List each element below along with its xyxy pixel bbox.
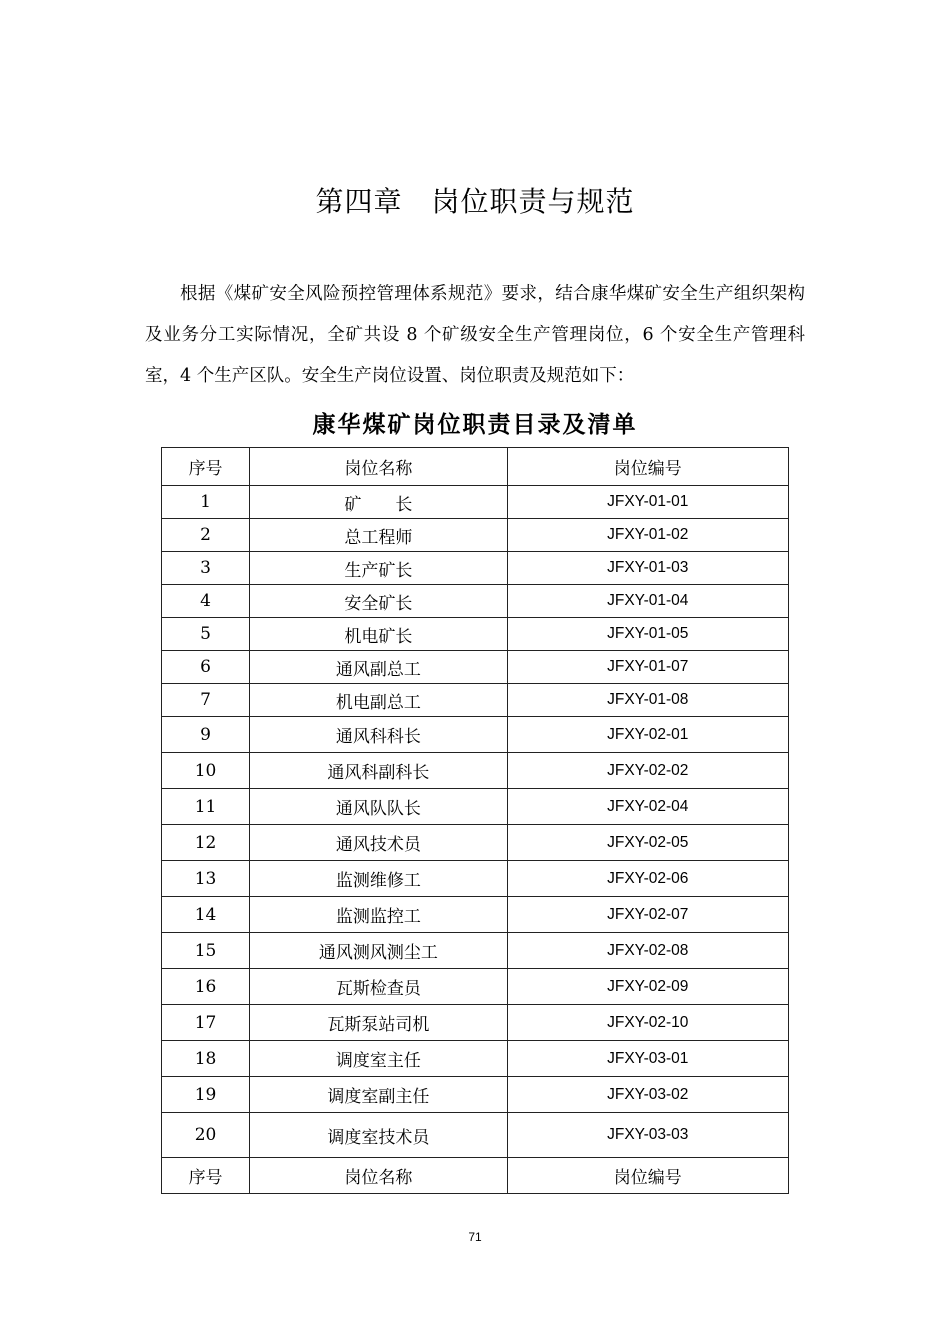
header-serial-number: 序号 bbox=[162, 448, 250, 486]
cell-post-code: JFXY-01-01 bbox=[507, 486, 788, 519]
cell-serial-number: 14 bbox=[162, 897, 250, 933]
table-header-row bbox=[162, 448, 789, 486]
cell-post-code: JFXY-01-03 bbox=[507, 552, 788, 585]
cell-post-name: 通风副总工 bbox=[250, 651, 507, 684]
cell-post-code: JFXY-02-01 bbox=[507, 717, 788, 753]
cell-post-code: JFXY-02-04 bbox=[507, 789, 788, 825]
cell-serial-number: 3 bbox=[162, 552, 250, 585]
cell-post-code: JFXY-02-02 bbox=[507, 753, 788, 789]
cell-post-name: 生产矿长 bbox=[250, 552, 507, 585]
cell-post-code: JFXY-01-05 bbox=[507, 618, 788, 651]
cell-post-name: 总工程师 bbox=[250, 519, 507, 552]
intro-paragraph: 根据《煤矿安全风险预控管理体系规范》要求，结合康华煤矿安全生产组织架构及业务分工实际情况，全矿共设 8 个矿级安全生产管理岗位，6 个安全生产管理科室，4 个生产区队。安全生产岗位设置、岗位职责及规范如下： bbox=[145, 283, 805, 386]
cell-post-name: 调度室副主任 bbox=[250, 1077, 507, 1113]
cell-post-code: JFXY-01-04 bbox=[507, 585, 788, 618]
cell-post-name: 机电副总工 bbox=[250, 684, 507, 717]
cell-post-code: JFXY-03-02 bbox=[507, 1077, 788, 1113]
cell-post-code: JFXY-02-05 bbox=[507, 825, 788, 861]
table-row bbox=[162, 1041, 789, 1077]
cell-post-code: JFXY-02-10 bbox=[507, 1005, 788, 1041]
footer-post-code: 岗位编号 bbox=[507, 1158, 788, 1194]
post-responsibility-table bbox=[161, 447, 789, 1194]
cell-serial-number: 19 bbox=[162, 1077, 250, 1113]
cell-post-name: 矿 长 bbox=[250, 486, 507, 519]
cell-post-name: 监测监控工 bbox=[250, 897, 507, 933]
cell-post-code: JFXY-01-08 bbox=[507, 684, 788, 717]
cell-post-code: JFXY-03-01 bbox=[507, 1041, 788, 1077]
cell-serial-number: 4 bbox=[162, 585, 250, 618]
table-row bbox=[162, 861, 789, 897]
chapter-title: 第四章 岗位职责与规范 bbox=[315, 185, 635, 218]
cell-post-code: JFXY-02-09 bbox=[507, 969, 788, 1005]
table-row bbox=[162, 897, 789, 933]
table-title: 康华煤矿岗位职责目录及清单 bbox=[312, 411, 638, 438]
cell-post-code: JFXY-02-06 bbox=[507, 861, 788, 897]
cell-post-name: 通风科副科长 bbox=[250, 753, 507, 789]
cell-post-name: 机电矿长 bbox=[250, 618, 507, 651]
cell-post-name: 通风队队长 bbox=[250, 789, 507, 825]
cell-post-name: 调度室技术员 bbox=[250, 1113, 507, 1158]
table-row bbox=[162, 717, 789, 753]
cell-serial-number: 15 bbox=[162, 933, 250, 969]
cell-serial-number: 20 bbox=[162, 1113, 250, 1158]
cell-serial-number: 11 bbox=[162, 789, 250, 825]
table-row bbox=[162, 1077, 789, 1113]
cell-post-code: JFXY-01-02 bbox=[507, 519, 788, 552]
cell-post-name: 监测维修工 bbox=[250, 861, 507, 897]
header-post-code: 岗位编号 bbox=[507, 448, 788, 486]
table-row bbox=[162, 684, 789, 717]
cell-serial-number: 10 bbox=[162, 753, 250, 789]
table-footer-row bbox=[162, 1158, 789, 1194]
cell-serial-number: 12 bbox=[162, 825, 250, 861]
cell-post-name: 通风科科长 bbox=[250, 717, 507, 753]
cell-post-code: JFXY-02-07 bbox=[507, 897, 788, 933]
table-row bbox=[162, 1005, 789, 1041]
cell-post-name: 瓦斯检查员 bbox=[250, 969, 507, 1005]
cell-serial-number: 2 bbox=[162, 519, 250, 552]
table-row bbox=[162, 618, 789, 651]
table-row bbox=[162, 651, 789, 684]
table-row bbox=[162, 486, 789, 519]
cell-post-name: 瓦斯泵站司机 bbox=[250, 1005, 507, 1041]
cell-serial-number: 13 bbox=[162, 861, 250, 897]
cell-serial-number: 1 bbox=[162, 486, 250, 519]
table-row bbox=[162, 519, 789, 552]
table-row bbox=[162, 933, 789, 969]
table-row bbox=[162, 552, 789, 585]
cell-serial-number: 16 bbox=[162, 969, 250, 1005]
table-row bbox=[162, 789, 789, 825]
cell-serial-number: 18 bbox=[162, 1041, 250, 1077]
cell-post-name: 调度室主任 bbox=[250, 1041, 507, 1077]
footer-serial-number: 序号 bbox=[162, 1158, 250, 1194]
cell-post-code: JFXY-02-08 bbox=[507, 933, 788, 969]
cell-serial-number: 6 bbox=[162, 651, 250, 684]
cell-serial-number: 17 bbox=[162, 1005, 250, 1041]
cell-serial-number: 7 bbox=[162, 684, 250, 717]
cell-post-code: JFXY-03-03 bbox=[507, 1113, 788, 1158]
table-row bbox=[162, 585, 789, 618]
page-number: 71 bbox=[468, 1230, 482, 1244]
table-row bbox=[162, 753, 789, 789]
table-row bbox=[162, 825, 789, 861]
header-post-name: 岗位名称 bbox=[250, 448, 507, 486]
cell-post-name: 通风测风测尘工 bbox=[250, 933, 507, 969]
cell-serial-number: 9 bbox=[162, 717, 250, 753]
cell-post-name: 通风技术员 bbox=[250, 825, 507, 861]
cell-serial-number: 5 bbox=[162, 618, 250, 651]
table-row bbox=[162, 969, 789, 1005]
table-row bbox=[162, 1113, 789, 1158]
footer-post-name: 岗位名称 bbox=[250, 1158, 507, 1194]
cell-post-code: JFXY-01-07 bbox=[507, 651, 788, 684]
cell-post-name: 安全矿长 bbox=[250, 585, 507, 618]
